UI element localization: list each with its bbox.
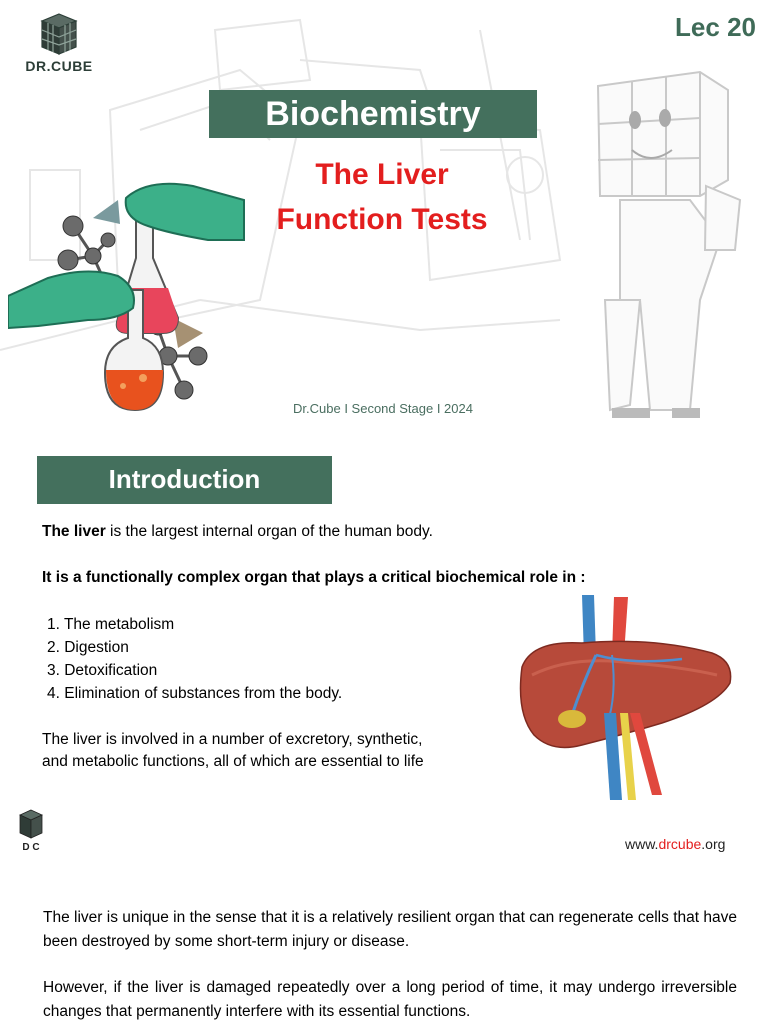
logo-text: DR.CUBE — [25, 58, 93, 74]
intro-paragraph-3-line-1: The liver is involved in a number of excretory, synthetic, — [42, 731, 423, 748]
website-link[interactable] — [625, 836, 725, 852]
liver-anatomy-illustration — [512, 595, 738, 800]
lecture-number: Lec 20 — [675, 12, 756, 42]
intro-paragraph-1-rest: is the largest internal organ of the human body. — [105, 523, 433, 540]
liver-functions-list — [42, 613, 342, 705]
title-line-1: The Liver — [315, 158, 449, 191]
small-logo-text: D C — [22, 842, 40, 853]
list-item: 2. Digestion — [47, 639, 129, 656]
body-paragraph-1: The liver is unique in the sense that it is a relatively resilient organ that can regenerate cells that have been destroyed by some short-term injury or disease. — [43, 909, 737, 950]
title-line-2: Function Tests — [276, 203, 488, 236]
list-item: 4. Elimination of substances from the body. — [47, 685, 343, 702]
intro-paragraph-1 — [42, 521, 433, 543]
drcube-logo — [18, 12, 100, 74]
intro-paragraph-2: It is a functionally complex organ that plays a critical biochemical role in : — [42, 569, 586, 586]
cube-character-illustration — [598, 72, 740, 418]
list-item: 1. The metabolism — [47, 616, 175, 633]
list-item: 3. Detoxification — [47, 662, 158, 679]
liver-bold-term: The liver — [42, 523, 106, 540]
small-cube-logo-icon — [16, 808, 46, 856]
intro-paragraph-3 — [42, 729, 502, 773]
cube-logo-icon — [18, 12, 100, 56]
introduction-heading: Introduction — [37, 456, 332, 504]
website-suffix: .org — [701, 836, 726, 852]
body-paragraph-2: However, if the liver is damaged repeatedly over a long period of time, it may undergo irreversible changes that permanently interfere with its essential functions. — [43, 979, 737, 1020]
website-accent: drcube — [658, 836, 702, 852]
website-prefix: www. — [625, 836, 659, 852]
subject-banner: Biochemistry — [209, 90, 537, 138]
stage-credit-line: Dr.Cube I Second Stage I 2024 — [293, 401, 473, 416]
intro-paragraph-3-line-2: and metabolic functions, all of which are essential to life — [42, 753, 424, 770]
